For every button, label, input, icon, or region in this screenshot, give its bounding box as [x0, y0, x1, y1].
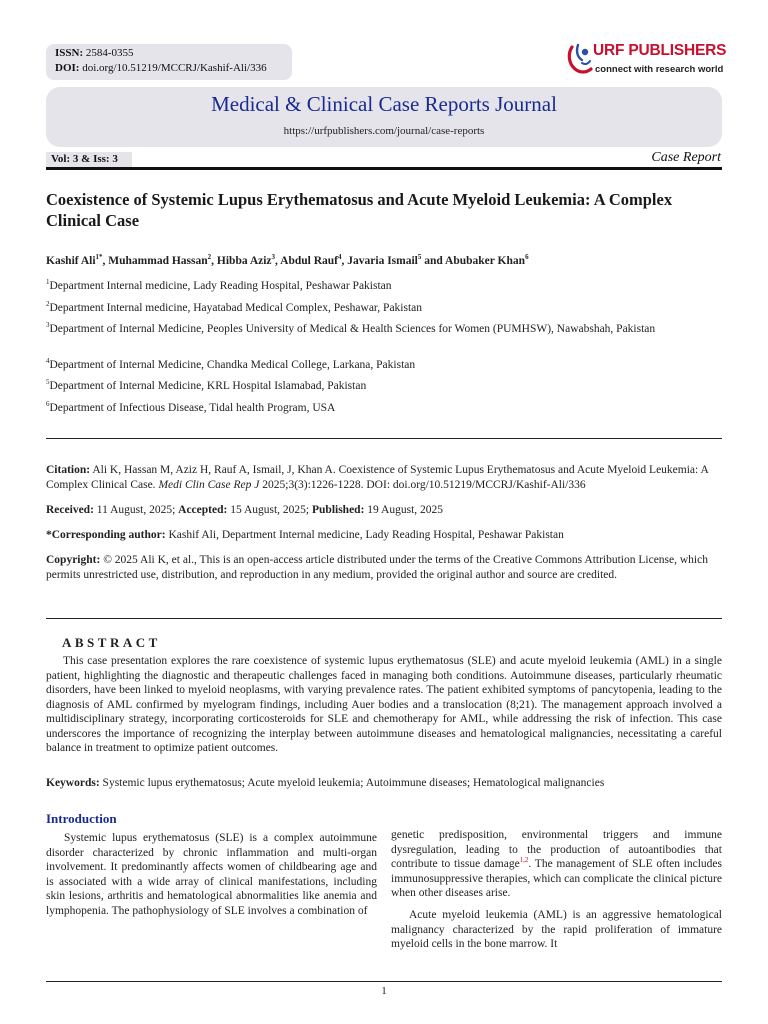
affiliation-num: 3 — [46, 321, 50, 330]
affiliation — [46, 322, 726, 336]
volume-issue-label: Vol: 3 & Iss: 3 — [51, 153, 118, 165]
volume-issue-tag — [46, 152, 132, 167]
copyright — [46, 553, 726, 583]
body-text: genetic predisposition, environmental triggers and immune dysregulation, leading to the production of autoantibodies that contribute to tissue damage — [391, 829, 722, 871]
affiliation-text: Department of Internal Medicine, Chandka Medical College, Larkana, Pakistan — [49, 359, 416, 371]
author-sup: 1* — [95, 253, 103, 262]
affiliation-num: 5 — [46, 378, 50, 387]
affiliation-text: Department Internal medicine, Hayatabad Medical Complex, Peshawar, Pakistan — [49, 302, 423, 314]
copyright-text: © 2025 Ali K, et al., This is an open-access article distributed under the terms of the Creative Commons Attribution License, which permits unrestricted use, distribution, and reproduction in any medium, provided the original author and source are credited. — [46, 554, 708, 581]
author-sup: 4 — [338, 253, 342, 262]
affiliation — [46, 401, 726, 415]
affiliation-text: Department of Internal Medicine, KRL Hospital Islamabad, Pakistan — [49, 380, 367, 392]
author-list: Kashif Ali$^{1*}$, Muhammad Hassan$^2$, Hibba Aziz$^3$, Abdul Rauf$^4$, Javaria Ismail$^5$ and Abubaker Khan$^6$ — [46, 253, 529, 267]
corresponding-text: Kashif Ali, Department Internal medicine, Lady Reading Hospital, Peshawar Pakistan — [168, 529, 564, 541]
published-date: 19 August, 2025 — [367, 504, 444, 516]
affiliation-num: 6 — [46, 400, 50, 409]
author-name: Muhammad Hassan — [108, 255, 208, 267]
page-number: 1 — [381, 985, 387, 997]
accepted-label: Accepted: — [178, 504, 228, 516]
accepted-date: 15 August, 2025; — [230, 504, 310, 516]
received-date: 11 August, 2025; — [96, 504, 176, 516]
author-name: Abdul Rauf — [280, 255, 339, 267]
citation — [46, 463, 726, 493]
corresponding-author — [46, 528, 726, 543]
body-column-right — [391, 828, 722, 952]
keywords-label: Keywords: — [46, 777, 100, 789]
journal-url[interactable]: https://urfpublishers.com/journal/case-reports — [283, 125, 485, 137]
journal-title: Medical & Clinical Case Reports Journal — [211, 92, 557, 116]
header-rule — [46, 167, 722, 170]
publisher-logo — [566, 42, 726, 82]
doi-line — [55, 61, 292, 76]
doi-value[interactable]: doi.org/10.51219/MCCRJ/Kashif-Ali/336 — [82, 62, 267, 74]
author-name: Abubaker Khan — [445, 255, 526, 267]
author-name: Kashif Ali — [46, 255, 96, 267]
affiliation-num: 1 — [46, 278, 50, 287]
keywords — [46, 777, 726, 789]
affiliation-num: 2 — [46, 300, 50, 309]
author-name: Javaria Ismail — [347, 255, 418, 267]
author-sup: 5 — [417, 253, 422, 262]
corresponding-label: *Corresponding author: — [46, 529, 166, 541]
body-column-left — [46, 831, 377, 919]
copyright-label: Copyright: — [46, 554, 101, 566]
affiliation-num: 4 — [46, 357, 50, 366]
author-sup: 6 — [525, 253, 529, 262]
citation-ref[interactable]: 1,2 — [519, 856, 529, 865]
author-name: Hibba Aziz — [216, 255, 272, 267]
affiliation-text: Department of Infectious Disease, Tidal health Program, USA — [49, 402, 336, 414]
issn-value: 2584-0355 — [85, 47, 134, 59]
dates — [46, 503, 726, 518]
citation-tail: 2025;3(3):1226-1228. DOI: doi.org/10.51219/MCCRJ/Kashif-Ali/336 — [262, 479, 586, 491]
affiliation-text: Department Internal medicine, Lady Reading Hospital, Peshawar Pakistan — [49, 280, 392, 292]
affiliation — [46, 279, 726, 293]
body-paragraph: Acute myeloid leukemia (AML) is an aggressive hematological malignancy characterized by the rapid proliferation of immature myeloid cells in the bone marrow. It — [391, 908, 722, 951]
issn-doi-box — [46, 44, 292, 80]
received-label: Received: — [46, 504, 94, 516]
doi-label: DOI: — [55, 62, 80, 74]
body-text: . The management of SLE often includes immunosuppressive therapies, which can complicate the clinical picture when other diseases arise. — [391, 858, 722, 900]
citation-label: Citation: — [46, 464, 91, 476]
issn-label: ISSN: — [55, 47, 84, 59]
section-heading-introduction: Introduction — [46, 811, 117, 826]
author-sup: 2 — [207, 253, 212, 262]
abstract-text: This case presentation explores the rare coexistence of systemic lupus erythematosus (SLE) and acute myeloid leukemia (AML) in a single patient, highlighting the diagnostic and therapeutic challenges faced in managing both conditions. Autoimmune diseases, particularly rheumatic disorders, have been linked to myeloid neoplasms, with varying prevalence rates. The patient exhibited symptoms of pancytopenia, leading to the diagnosis of AML confirmed by myelogram findings, including Auer bodies and a translocation (8;21). The management approach involved a multidisciplinary strategy, incorporating corticosteroids for SLE and chemotherapy for AML, while addressing the risk of infection. This case underscores the importance of recognizing the interplay between autoimmune diseases and hematological malignancies, necessitating a careful balance in treatment to optimize patient outcomes. — [46, 655, 722, 754]
published-label: Published: — [312, 504, 365, 516]
abstract-heading: ABSTRACT — [62, 635, 161, 650]
publisher-name: URF PUBLISHERS — [593, 42, 727, 59]
body-paragraph — [391, 828, 722, 901]
affiliation-text: Department of Internal Medicine, Peoples University of Medical & Health Sciences for Women (PUMHSW), Nawabshah, Pakistan — [49, 323, 656, 335]
affiliation — [46, 358, 726, 372]
issn-line — [55, 46, 292, 61]
citation-text: Ali K, Hassan M, Aziz H, Rauf A, Ismail, J, Khan A. Coexistence of Systemic Lupus Erythematosus and Acute Myeloid Leukemia: A Complex Clinical Case. — [46, 464, 709, 491]
publisher-tagline: connect with research world — [595, 64, 724, 75]
affiliation — [46, 301, 726, 315]
body-paragraph: Systemic lupus erythematosus (SLE) is a complex autoimmune disorder characterized by chronic inflammation and multi-organ involvement. It predominantly affects women of childbearing age and is associated with a wide array of clinical manifestations, including skin lesions, arthritis and hematological abnormalities like anemia and lymphopenia. The pathophysiology of SLE involves a combination of — [46, 832, 377, 917]
paper-title: Coexistence of Systemic Lupus Erythematosus and Acute Myeloid Leukemia: A Complex Clinical Case — [46, 190, 673, 230]
citation-journal: Medi Clin Case Rep J — [158, 479, 260, 491]
article-type: Case Report — [651, 150, 721, 165]
journal-banner — [46, 87, 722, 147]
affiliation — [46, 379, 726, 393]
author-sup: 3 — [271, 253, 276, 262]
footer-rule — [46, 981, 722, 982]
publisher-logo-icon — [566, 43, 596, 77]
keywords-text: Systemic lupus erythematosus; Acute myeloid leukemia; Autoimmune diseases; Hematological malignancies — [102, 777, 605, 789]
divider — [46, 618, 722, 619]
divider — [46, 438, 722, 439]
